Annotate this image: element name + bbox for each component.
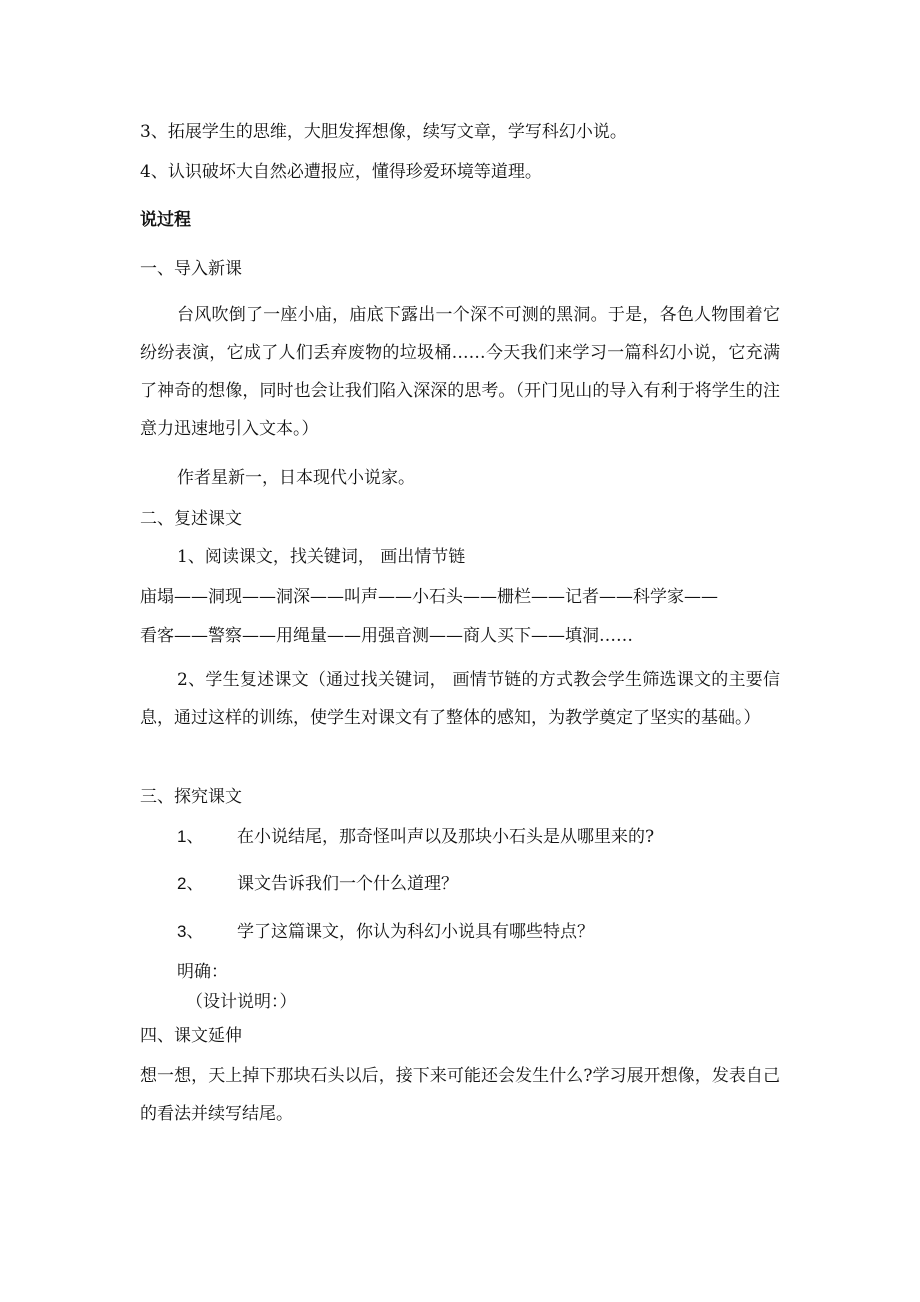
- question-text: 学了这篇课文，你认为科幻小说具有哪些特点？: [237, 922, 594, 942]
- plot-chain-line-2: 看客——警察——用绳量——用强音测——商人买下——填洞……: [140, 626, 633, 646]
- section-1-heading: 一、导入新课: [140, 259, 242, 279]
- plot-chain-line-1: 庙塌——洞现——洞深——叫声——小石头——栅栏——记者——科学家——: [140, 587, 718, 607]
- question-number: 1、: [177, 827, 204, 846]
- section-3-heading: 三、探究课文: [140, 787, 242, 807]
- question-number: 2、: [177, 874, 204, 893]
- retell-step-2: 2、学生复述课文（通过找关键词， 画情节链的方式教会学生筛选课文的主要信息，通过这样的训练，使学生对课文有了整体的感知，为教学奠定了坚实的基础。）: [140, 670, 780, 728]
- question-number: 3、: [177, 922, 204, 941]
- process-title: 说过程: [140, 210, 191, 230]
- objective-item-3: 3、拓展学生的思维，大胆发挥想像，续写文章，学写科幻小说。: [140, 122, 627, 142]
- retell-step-1: 1、阅读课文，找关键词， 画出情节链: [177, 547, 466, 567]
- section-4-heading: 四、课文延伸: [140, 1026, 242, 1046]
- design-note: （设计说明：）: [186, 992, 297, 1012]
- author-note: 作者星新一，日本现代小说家。: [177, 468, 415, 488]
- section-1-intro-paragraph: 台风吹倒了一座小庙，庙底下露出一个深不可测的黑洞。于是，各色人物围着它纷纷表演，它成了人们丢弃废物的垃圾桶……今天我们来学习一篇科幻小说，它充满了神奇的想像，同时也会让我们陷入深深的思考。（开门见山的导入有利于将学生的注意力迅速地引入文本。）: [140, 305, 780, 439]
- section-4-paragraph: 想一想，天上掉下那块石头以后，接下来可能还会发生什么?学习展开想像，发表自己的看法并续写结尾。: [140, 1066, 780, 1124]
- question-text: 在小说结尾，那奇怪叫声以及那块小石头是从哪里来的?: [237, 827, 655, 847]
- section-2-heading: 二、复述课文: [140, 509, 242, 529]
- question-text: 课文告诉我们一个什么道理？: [237, 874, 458, 894]
- objective-item-4: 4、认识破坏大自然必遭报应，懂得珍爱环境等道理。: [140, 162, 542, 182]
- clarify-label: 明确：: [177, 962, 228, 982]
